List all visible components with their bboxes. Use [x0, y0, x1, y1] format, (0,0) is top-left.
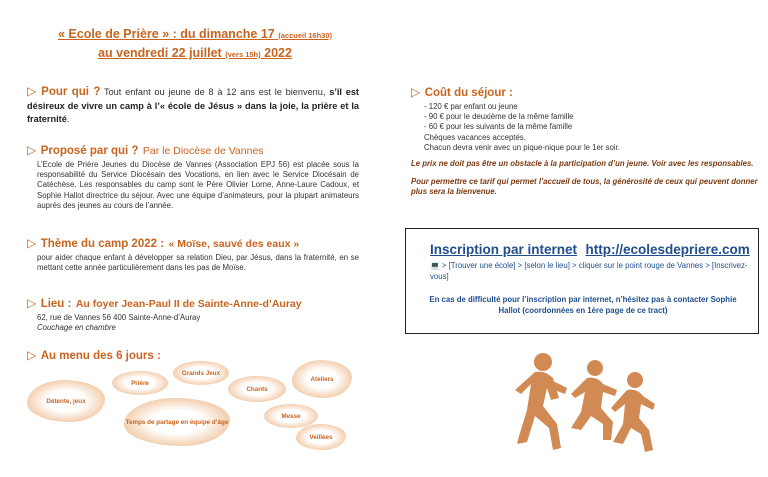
menu-bubble-ateliers: Ateliers: [292, 360, 352, 398]
pour-qui-section: [27, 85, 359, 127]
pour-qui-end: .: [66, 114, 70, 124]
propose-heading: Proposé par qui ?: [40, 145, 139, 157]
theme-header: [27, 234, 359, 252]
cout-line: - 120 € par enfant ou jeune: [424, 102, 518, 111]
propose-section: [27, 141, 359, 211]
cout-note-generosity: Pour permettre ce tarif qui permet l’accueil de tous, la générosité de ceux qui peuvent donner plus sera la bienvenue.: [411, 177, 758, 197]
theme-text: pour aider chaque enfant à développer sa relation Dieu, par Jésus, dans la fraternité, en se mettant cette année particulièrement dans les pas de Moïse.: [37, 253, 359, 273]
menu-heading: Au menu des 6 jours :: [40, 350, 161, 362]
menu-bubble-veillees: Veillées: [296, 424, 346, 450]
triangle-arrow-icon: ▷: [27, 236, 37, 250]
inscription-steps: > [Trouver une école] > [selon le lieu] > cliquer sur le point rouge de Vannes > [Inscrivez-vous]: [430, 261, 748, 281]
triangle-arrow-icon: ▷: [27, 348, 37, 362]
cout-line: Chacun devra venir avec un pique-nique pour le 1er soir.: [424, 142, 620, 152]
cout-line: - 60 € pour les suivants de la même famille: [424, 122, 573, 132]
propose-header: [27, 141, 359, 159]
lieu-note: Couchage en chambre: [37, 323, 116, 333]
theme-section: [27, 234, 359, 273]
running-children-icon: [515, 350, 665, 462]
cout-heading: Coût du séjour :: [424, 87, 513, 99]
title-line-2: [0, 46, 390, 60]
lieu-name: Au foyer Jean-Paul II de Sainte-Anne-d’Auray: [75, 298, 302, 310]
cout-note-price: Le prix ne doit pas être un obstacle à la participation d’un jeune. Voir avec les responsables.: [411, 159, 754, 169]
menu-bubble-messe: Messe: [264, 404, 318, 428]
pour-qui-paragraph: [27, 85, 359, 127]
cout-line: Chèques vacances acceptés.: [424, 132, 526, 142]
theme-quote: « Moïse, sauvé des eaux »: [168, 238, 300, 250]
pour-qui-text-bold: s’il est désireux de vivre un camp à l’« école de Jésus » dans la joie, la prière et la fraternité: [27, 87, 359, 124]
triangle-arrow-icon: ▷: [27, 84, 38, 98]
inscription-help: En cas de difficulté pour l’inscription par internet, n’hésitez pas à contacter Sophie Hallot (coordonnées en 1ère page de ce tract): [429, 295, 737, 315]
menu-bubble-chants: Chants: [228, 376, 286, 402]
cout-header: [411, 83, 759, 101]
theme-heading: Thème du camp 2022 :: [40, 238, 165, 250]
triangle-arrow-icon: ▷: [411, 85, 421, 99]
title-end-note: (vers 15h): [225, 50, 261, 59]
pour-qui-text: Tout enfant ou jeune de 8 à 12 ans est le bienvenu,: [103, 87, 326, 97]
menu-bubble-detente: Détente, jeux: [27, 380, 105, 422]
inscription-title: Inscription par internet: [430, 242, 578, 257]
triangle-arrow-icon: ▷: [27, 143, 37, 157]
title-dates-start: « Ecole de Prière » : du dimanche 17: [57, 27, 275, 41]
menu-section: [27, 346, 161, 364]
cout-line: - 90 € pour le deuxième de la même famille: [424, 112, 574, 122]
pour-qui-heading: Pour qui ?: [41, 86, 101, 98]
title-line-1: [0, 27, 390, 41]
cout-lines: [424, 102, 759, 153]
menu-bubble-grands-jeux: Grands Jeux: [173, 361, 229, 385]
menu-bubble-priere: Prière: [112, 371, 168, 395]
inscription-box: [405, 228, 759, 334]
title-dates-end: au vendredi 22 juillet: [98, 46, 222, 60]
cout-section: [411, 83, 759, 198]
inscription-steps-row: [430, 261, 750, 282]
title-year: 2022: [264, 46, 292, 60]
inscription-link[interactable]: http://ecolesdepriere.com: [585, 242, 750, 257]
lieu-address: 62, rue de Vannes 56 400 Sainte-Anne-d’Auray: [37, 313, 201, 322]
lieu-heading: Lieu :: [40, 298, 72, 310]
propose-by: Par le Diocèse de Vannes: [142, 145, 264, 157]
lieu-section: [27, 294, 359, 333]
lieu-header: [27, 294, 359, 312]
inscription-title-row: [430, 241, 750, 259]
propose-text: L’Ecole de Prière Jeunes du Diocèse de Vannes (Association EPJ 56) est placée sous la responsabilité du Service Diocésain des Vocations, en lien avec le Service Diocésain de Catéchèse. Les responsables du camp sont le Père Olivier Lorne, Anne-Laure Cadoux, et Sophie Hallot directrice du séjour. Avec une équipe d’animateurs, pour la plupart animateurs auprès des jeunes au cours de l’année.: [37, 160, 359, 210]
computer-icon: 💻: [430, 261, 440, 270]
title-accueil-note: (accueil 16h30): [278, 31, 333, 40]
triangle-arrow-icon: ▷: [27, 296, 37, 310]
menu-bubble-temps-partage: Temps de partage en équipe d’âge: [124, 398, 230, 446]
